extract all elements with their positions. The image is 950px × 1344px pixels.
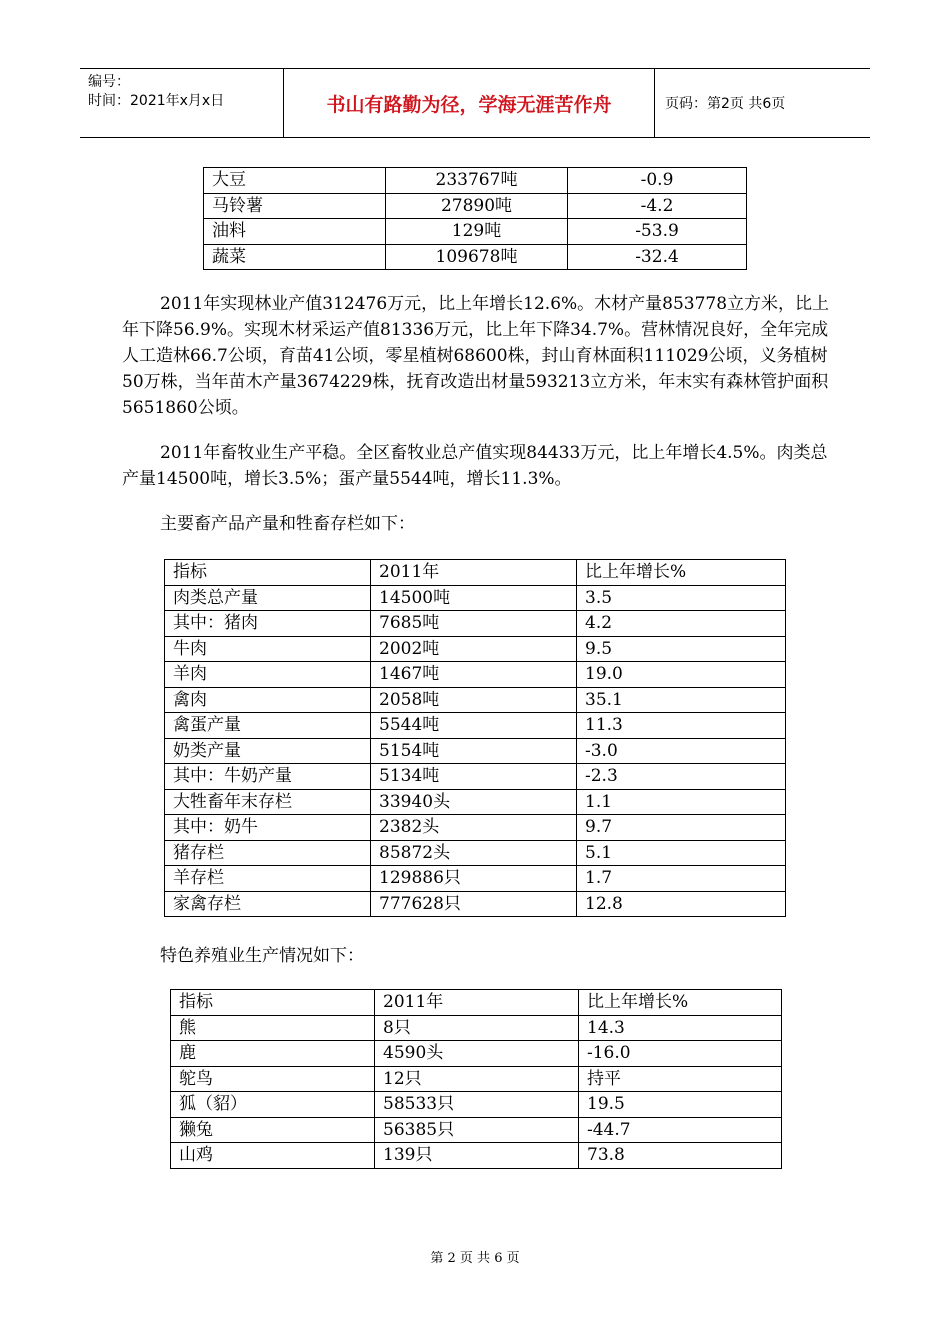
table-cell: 羊肉 (165, 662, 371, 688)
table-cell: 9.7 (577, 815, 786, 841)
table-cell: 4.2 (577, 611, 786, 637)
table-cell: 109678吨 (386, 244, 568, 270)
table-cell: 比上年增长% (579, 990, 782, 1016)
table-cell: 禽蛋产量 (165, 713, 371, 739)
table-cell: 1467吨 (371, 662, 577, 688)
table-cell: 56385只 (375, 1117, 579, 1143)
page-header (80, 68, 870, 138)
table-cell: 其中：猪肉 (165, 611, 371, 637)
table-cell: 鹿 (171, 1041, 375, 1067)
table-cell: -3.0 (577, 738, 786, 764)
table-cell: 5.1 (577, 840, 786, 866)
special-breeding-table (170, 989, 782, 1169)
table-row (165, 687, 786, 713)
table-cell: 233767吨 (386, 168, 568, 194)
table-cell: 12只 (375, 1066, 579, 1092)
table-cell: -32.4 (568, 244, 747, 270)
table-cell: 8只 (375, 1015, 579, 1041)
table-row (165, 738, 786, 764)
table-row (165, 789, 786, 815)
table-cell: 大豆 (204, 168, 386, 194)
crop-output-table (203, 167, 747, 270)
table-row (165, 662, 786, 688)
table-cell: 85872头 (371, 840, 577, 866)
table-cell: 14.3 (579, 1015, 782, 1041)
table-cell: 指标 (171, 990, 375, 1016)
table-cell: 27890吨 (386, 193, 568, 219)
table-cell: 129886只 (371, 866, 577, 892)
table-cell: 其中：牛奶产量 (165, 764, 371, 790)
table-cell: 羊存栏 (165, 866, 371, 892)
table-row (165, 891, 786, 917)
table-cell: 2382头 (371, 815, 577, 841)
table-cell: 家禽存栏 (165, 891, 371, 917)
livestock-table (164, 559, 786, 917)
table-row (165, 866, 786, 892)
table-header-row (171, 990, 782, 1016)
table-cell: 5134吨 (371, 764, 577, 790)
table-cell: 肉类总产量 (165, 585, 371, 611)
table-cell: 129吨 (386, 219, 568, 245)
table-cell: 2011年 (375, 990, 579, 1016)
table-cell: -16.0 (579, 1041, 782, 1067)
table-cell: 大牲畜年末存栏 (165, 789, 371, 815)
table-row (204, 244, 747, 270)
table-row (171, 1092, 782, 1118)
table-cell: 19.0 (577, 662, 786, 688)
table-cell: 12.8 (577, 891, 786, 917)
page-footer: 第 2 页 共 6 页 (430, 1251, 520, 1266)
table-cell: 牛肉 (165, 636, 371, 662)
table-cell: 蔬菜 (204, 244, 386, 270)
table-cell: 禽肉 (165, 687, 371, 713)
table-cell: 5154吨 (371, 738, 577, 764)
table-cell: 139只 (375, 1143, 579, 1169)
livestock-paragraph: 2011年畜牧业生产平稳。全区畜牧业总产值实现84433万元，比上年增长4.5%。肉类总产量14500吨，增长3.5%；蛋产量5544吨，增长11.3%。 (122, 443, 828, 489)
table-row (204, 193, 747, 219)
table-cell: -4.2 (568, 193, 747, 219)
table-cell: 指标 (165, 560, 371, 586)
table-cell: 狐（貂） (171, 1092, 375, 1118)
table-cell: 9.5 (577, 636, 786, 662)
table-row (165, 611, 786, 637)
table-cell: 猪存栏 (165, 840, 371, 866)
header-motto: 书山有路勤为径，学海无涯苦作舟 (284, 69, 655, 137)
table-row (171, 1066, 782, 1092)
table-cell: 2058吨 (371, 687, 577, 713)
table-row (204, 168, 747, 194)
table-cell: 35.1 (577, 687, 786, 713)
table-cell: 19.5 (579, 1092, 782, 1118)
table-cell: 5544吨 (371, 713, 577, 739)
table-row (165, 636, 786, 662)
table-row (171, 1143, 782, 1169)
document-number-label: 编号： (88, 74, 130, 90)
table-cell: 3.5 (577, 585, 786, 611)
header-meta (80, 69, 284, 137)
header-page-number: 页码：第2页 共6页 (665, 96, 786, 112)
table-cell: 11.3 (577, 713, 786, 739)
table-cell: 马铃薯 (204, 193, 386, 219)
table-cell: 獭兔 (171, 1117, 375, 1143)
table-row (165, 840, 786, 866)
table-row (165, 815, 786, 841)
table-cell: 14500吨 (371, 585, 577, 611)
table-cell: -2.3 (577, 764, 786, 790)
table-cell: 73.8 (579, 1143, 782, 1169)
table-row (165, 585, 786, 611)
table-cell: 4590头 (375, 1041, 579, 1067)
table-row (171, 1041, 782, 1067)
table-cell: -0.9 (568, 168, 747, 194)
special-breeding-caption: 特色养殖业生产情况如下： (160, 946, 364, 966)
table-cell: 油料 (204, 219, 386, 245)
table-cell: 2011年 (371, 560, 577, 586)
table-cell: 1.1 (577, 789, 786, 815)
table-cell: 比上年增长% (577, 560, 786, 586)
table-cell: 777628只 (371, 891, 577, 917)
table-cell: 山鸡 (171, 1143, 375, 1169)
table-cell: 鸵鸟 (171, 1066, 375, 1092)
table-cell: 33940头 (371, 789, 577, 815)
table-row (165, 713, 786, 739)
livestock-table-caption: 主要畜产品产量和牲畜存栏如下： (160, 514, 415, 534)
table-cell: 熊 (171, 1015, 375, 1041)
table-cell: -53.9 (568, 219, 747, 245)
forestry-paragraph: 2011年实现林业产值312476万元，比上年增长12.6%。木材产量853778立方米，比上年下降56.9%。实现木材采运产值81336万元，比上年下降34.7%。营林情况良好，全年完成人工造林66.7公顷，育苗41公顷，零星植树68600株，封山育林面积111029公顷，义务植树50万株，当年苗木产量3674229株，抚育改造出材量593213立方米，年末实有森林管护面积5651860公顷。 (122, 294, 830, 418)
table-cell: 2002吨 (371, 636, 577, 662)
table-row (171, 1117, 782, 1143)
table-cell: 其中：奶牛 (165, 815, 371, 841)
document-date: 时间：2021年x月x日 (88, 93, 225, 109)
table-header-row (165, 560, 786, 586)
table-row (171, 1015, 782, 1041)
table-cell: 7685吨 (371, 611, 577, 637)
table-cell: 1.7 (577, 866, 786, 892)
table-row (204, 219, 747, 245)
table-row (165, 764, 786, 790)
table-cell: 奶类产量 (165, 738, 371, 764)
table-cell: -44.7 (579, 1117, 782, 1143)
table-cell: 持平 (579, 1066, 782, 1092)
table-cell: 58533只 (375, 1092, 579, 1118)
